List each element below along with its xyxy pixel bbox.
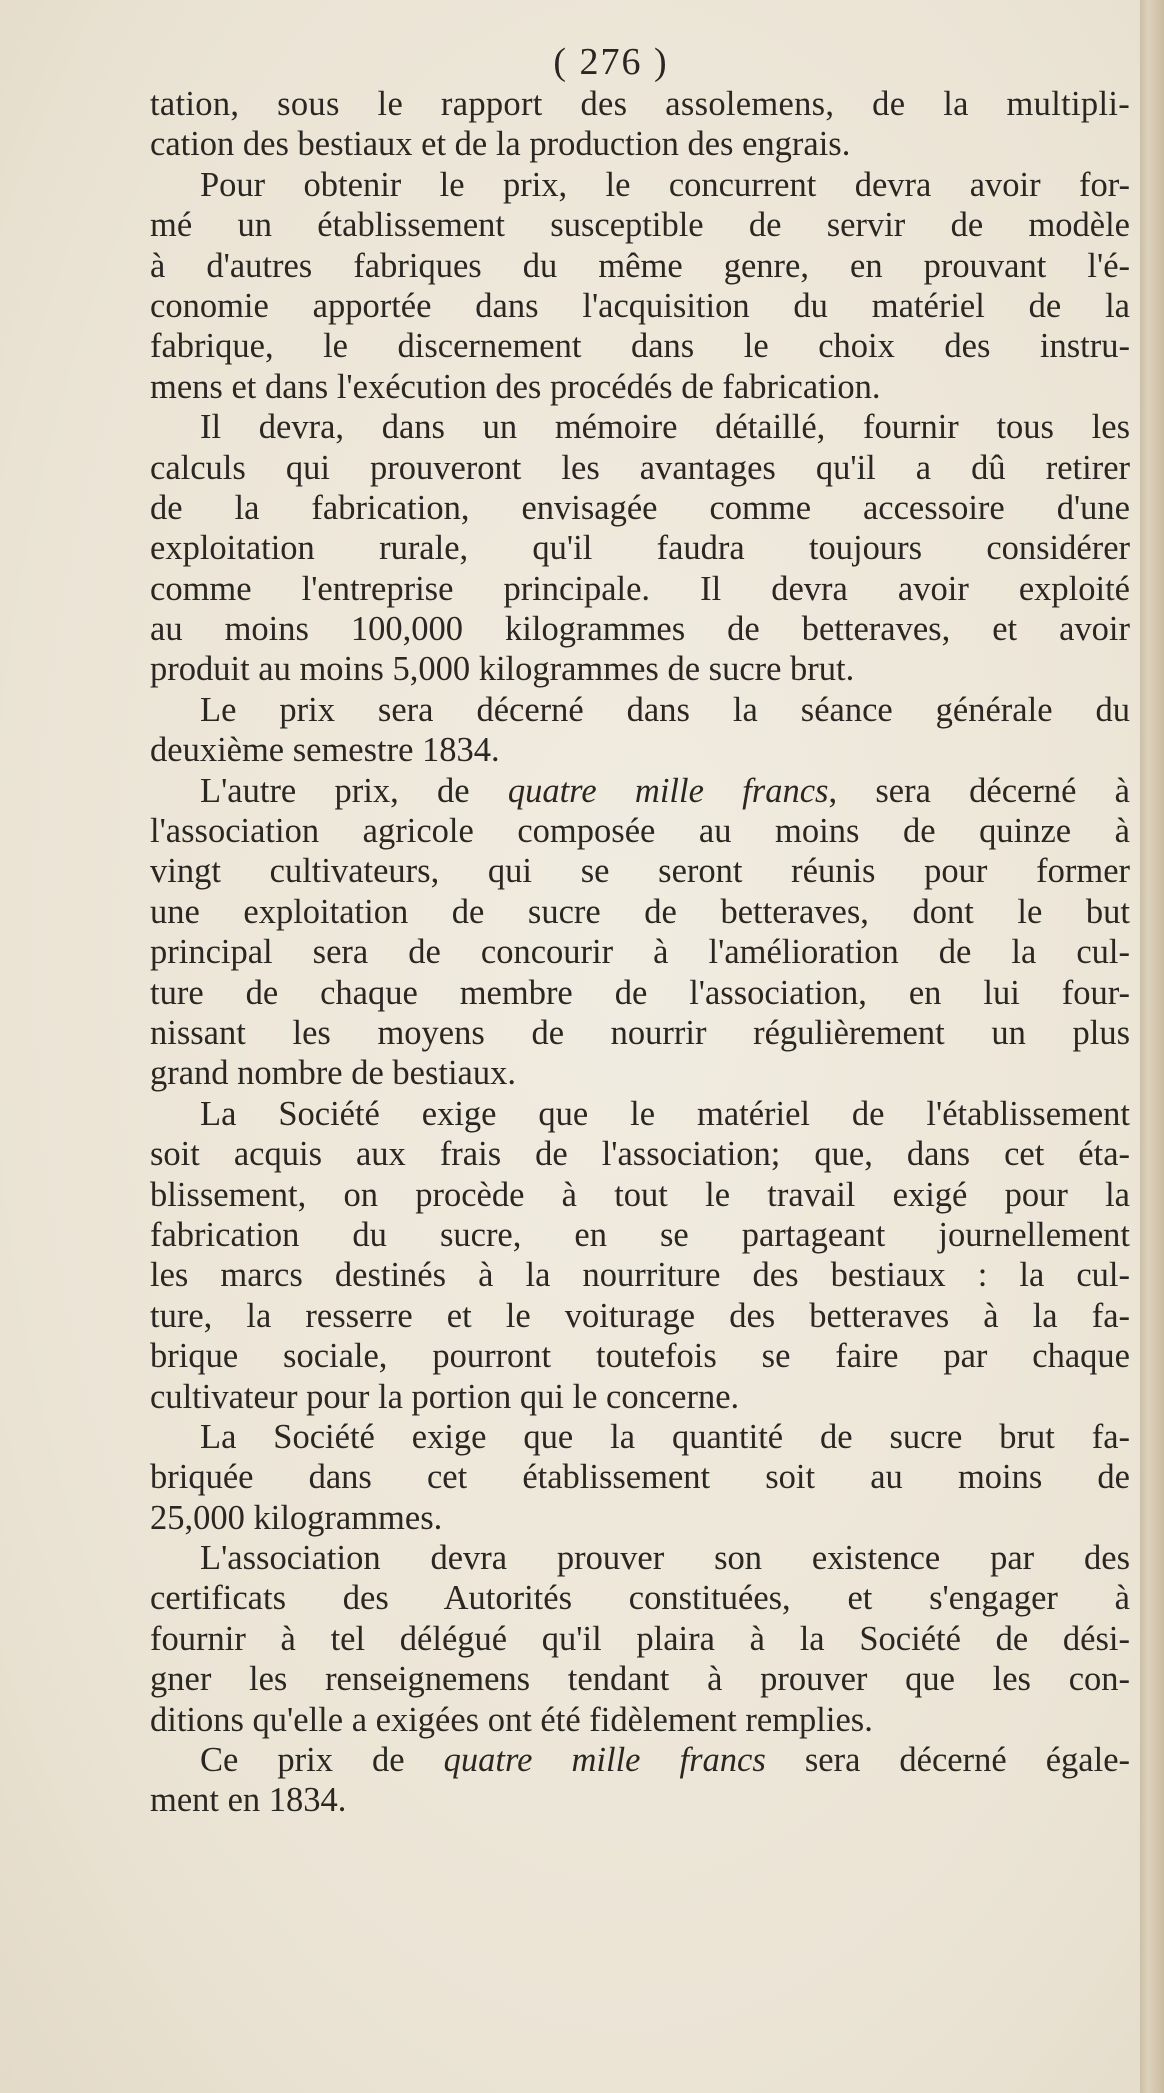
text-line: tation, sous le rapport des assolemens, de la multipli- — [150, 85, 1130, 123]
text-line: 25,000 kilogrammes. — [150, 1498, 443, 1537]
text-line: cation des bestiaux et de la production des engrais. — [150, 125, 851, 164]
text-line: principal sera de concourir à l'amélioration de la cul- — [150, 933, 1130, 972]
text-line: fabrication du sucre, en se partageant journellement — [150, 1215, 1130, 1254]
text-line: ment en 1834. — [150, 1781, 347, 1820]
text-line — [150, 1740, 1130, 1780]
text-line: Il devra, dans un mémoire détaillé, fournir tous les — [200, 408, 1130, 447]
text-line: à d'autres fabriques du même genre, en prouvant l'é- — [150, 246, 1130, 285]
text-line: grand nombre de bestiaux. — [150, 1054, 516, 1093]
text-line: l'association agricole composée au moins de quinze à — [150, 812, 1130, 851]
text-line: L'association devra prouver son existence par des — [200, 1539, 1130, 1578]
text-line: conomie apportée dans l'acquisition du matériel de la — [150, 286, 1130, 325]
text-line: mens et dans l'exécution des procédés de fabrication. — [150, 367, 881, 406]
text-line: La Société exige que la quantité de sucre brut fa- — [200, 1417, 1130, 1456]
text-line: briquée dans cet établissement soit au moins de — [150, 1458, 1130, 1497]
text-line: une exploitation de sucre de betteraves, dont le but — [150, 892, 1130, 931]
text-line: comme l'entreprise principale. Il devra avoir exploité — [150, 569, 1130, 608]
text-line: nissant les moyens de nourrir régulièrement un plus — [150, 1013, 1130, 1052]
text-line: exploitation rurale, qu'il faudra toujours considérer — [150, 529, 1130, 568]
text-line — [150, 771, 1130, 811]
text-line: au moins 100,000 kilogrammes de betteraves, et avoir — [150, 610, 1130, 649]
text-segment: L'autre prix, de — [200, 771, 508, 810]
body-text — [150, 84, 1130, 1821]
text-line: gner les renseignemens tendant à prouver que les con- — [150, 1660, 1130, 1699]
text-line: ditions qu'elle a exigées ont été fidèlement remplies. — [150, 1700, 873, 1739]
text-segment: , sera décerné à — [828, 771, 1130, 810]
text-segment: Ce prix de — [200, 1741, 444, 1780]
text-line: certificats des Autorités constituées, et s'engager à — [150, 1579, 1130, 1618]
text-line: produit au moins 5,000 kilogrammes de sucre brut. — [150, 650, 855, 689]
italic-phrase: quatre mille francs — [443, 1741, 766, 1780]
page-number: ( 276 ) — [553, 41, 669, 83]
text-line: soit acquis aux frais de l'association; que, dans cet éta- — [150, 1135, 1130, 1174]
text-line: les marcs destinés à la nourriture des bestiaux : la cul- — [150, 1256, 1130, 1295]
text-line: brique sociale, pourront toutefois se faire par chaque — [150, 1337, 1130, 1376]
text-line: cultivateur pour la portion qui le concerne. — [150, 1377, 740, 1416]
text-line: ture de chaque membre de l'association, en lui four- — [150, 973, 1130, 1012]
text-line: mé un établissement susceptible de servir de modèle — [150, 206, 1130, 245]
text-block — [150, 40, 1130, 1821]
text-line: calculs qui prouveront les avantages qu'il a dû retirer — [150, 448, 1130, 487]
text-line: ture, la resserre et le voiturage des betteraves à la fa- — [150, 1296, 1130, 1335]
text-line: Le prix sera décerné dans la séance générale du — [200, 690, 1130, 729]
text-segment: sera décerné égale- — [765, 1741, 1130, 1780]
text-line: de la fabrication, envisagée comme accessoire d'une — [150, 488, 1130, 527]
text-line: La Société exige que le matériel de l'établissement — [200, 1094, 1130, 1133]
text-line: fabrique, le discernement dans le choix des instru- — [150, 327, 1130, 366]
text-line: fournir à tel délégué qu'il plaira à la Société de dési- — [150, 1619, 1130, 1658]
text-line: deuxième semestre 1834. — [150, 731, 500, 770]
italic-phrase: quatre mille francs — [507, 771, 829, 810]
page-edge — [1140, 0, 1164, 2093]
text-line: blissement, on procède à tout le travail exigé pour la — [150, 1175, 1130, 1214]
text-line: vingt cultivateurs, qui se seront réunis pour former — [150, 852, 1130, 891]
text-line: Pour obtenir le prix, le concurrent devra avoir for- — [200, 165, 1130, 204]
